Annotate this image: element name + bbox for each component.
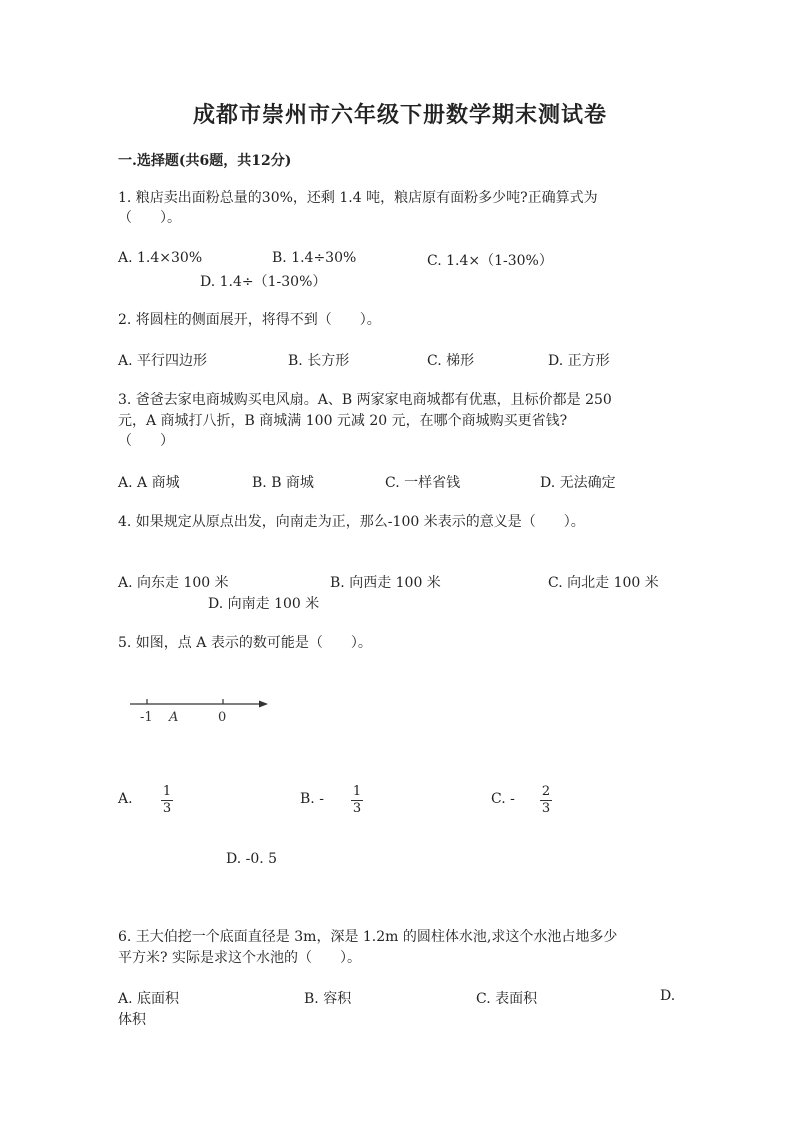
question-6-text: 6. 王大伯挖一个底面直径是 3m，深是 1.2m 的圆柱体水池,求这个水池占地多少	[118, 929, 618, 945]
q5-option-c-prefix: C. -	[491, 791, 515, 807]
q2-option-d: D. 正方形	[548, 353, 610, 369]
q5-option-a-prefix: A.	[118, 791, 133, 807]
fraction-denominator: 3	[352, 801, 362, 816]
fraction-numerator: 2	[541, 784, 551, 799]
q5-option-c-fraction	[540, 785, 552, 816]
q1-option-b: B. 1.4÷30%	[272, 250, 357, 266]
q6-option-d-label: 体积	[118, 1012, 146, 1028]
label-zero: 0	[218, 710, 227, 725]
q4-option-c: C. 向北走 100 米	[548, 575, 659, 591]
number-line-arrow-icon	[259, 701, 268, 708]
q3-option-a: A. A 商城	[118, 475, 180, 491]
q1-option-d: D. 1.4÷（1-30%）	[200, 274, 327, 290]
question-3-text: 3. 爸爸去家电商城购买电风扇。A、B 两家家电商城都有优惠，且标价都是 250	[118, 392, 612, 408]
question-3-text-cont: 元，A 商城打八折，B 商城满 100 元减 20 元，在哪个商城购买更省钱?	[118, 413, 568, 429]
q1-option-c: C. 1.4×（1-30%）	[427, 253, 553, 269]
q6-option-c: C. 表面积	[476, 991, 538, 1007]
label-minus-one: -1	[140, 710, 153, 725]
q4-option-a: A. 向东走 100 米	[118, 575, 229, 591]
q3-option-b: B. B 商城	[252, 475, 314, 491]
fraction-denominator: 3	[541, 801, 551, 816]
q2-option-a: A. 平行四边形	[118, 353, 208, 369]
question-3-text-paren: （ ）	[118, 433, 174, 449]
question-1-text: 1. 粮店卖出面粉总量的30%，还剩 1.4 吨，粮店原有面粉多少吨?正确算式为	[118, 190, 598, 206]
section-heading: 一.选择题(共6题，共12分)	[118, 153, 292, 169]
q4-option-d: D. 向南走 100 米	[208, 596, 320, 612]
question-1-text-cont: （ ）。	[118, 210, 181, 226]
q5-option-b-fraction	[351, 785, 363, 816]
q5-option-a-fraction	[161, 785, 173, 816]
q3-option-c: C. 一样省钱	[385, 475, 461, 491]
question-6-text-cont: 平方米? 实际是求这个水池的（ ）。	[118, 950, 361, 966]
q6-option-d-prefix: D.	[660, 988, 676, 1004]
fraction-denominator: 3	[162, 801, 172, 816]
question-4-text: 4. 如果规定从原点出发，向南走为正，那么-100 米表示的意义是（ ）。	[118, 514, 585, 530]
q3-option-d: D. 无法确定	[540, 475, 616, 491]
q2-option-b: B. 长方形	[288, 353, 350, 369]
question-5-text: 5. 如图，点 A 表示的数可能是（ ）。	[118, 635, 372, 651]
q2-option-c: C. 梯形	[427, 353, 475, 369]
number-line-figure	[125, 692, 275, 726]
fraction-numerator: 1	[162, 784, 172, 799]
q6-option-b: B. 容积	[304, 991, 352, 1007]
q5-option-d: D. -0. 5	[226, 851, 278, 867]
q1-option-a: A. 1.4×30%	[118, 250, 203, 266]
q6-option-a: A. 底面积	[118, 991, 180, 1007]
label-point-a: A	[169, 710, 179, 725]
q5-option-b-prefix: B. -	[300, 791, 324, 807]
question-2-text: 2. 将圆柱的侧面展开，将得不到（ ）。	[118, 312, 381, 328]
fraction-numerator: 1	[352, 784, 362, 799]
q4-option-b: B. 向西走 100 米	[330, 575, 441, 591]
page-title: 成都市崇州市六年级下册数学期末测试卷	[192, 102, 607, 128]
